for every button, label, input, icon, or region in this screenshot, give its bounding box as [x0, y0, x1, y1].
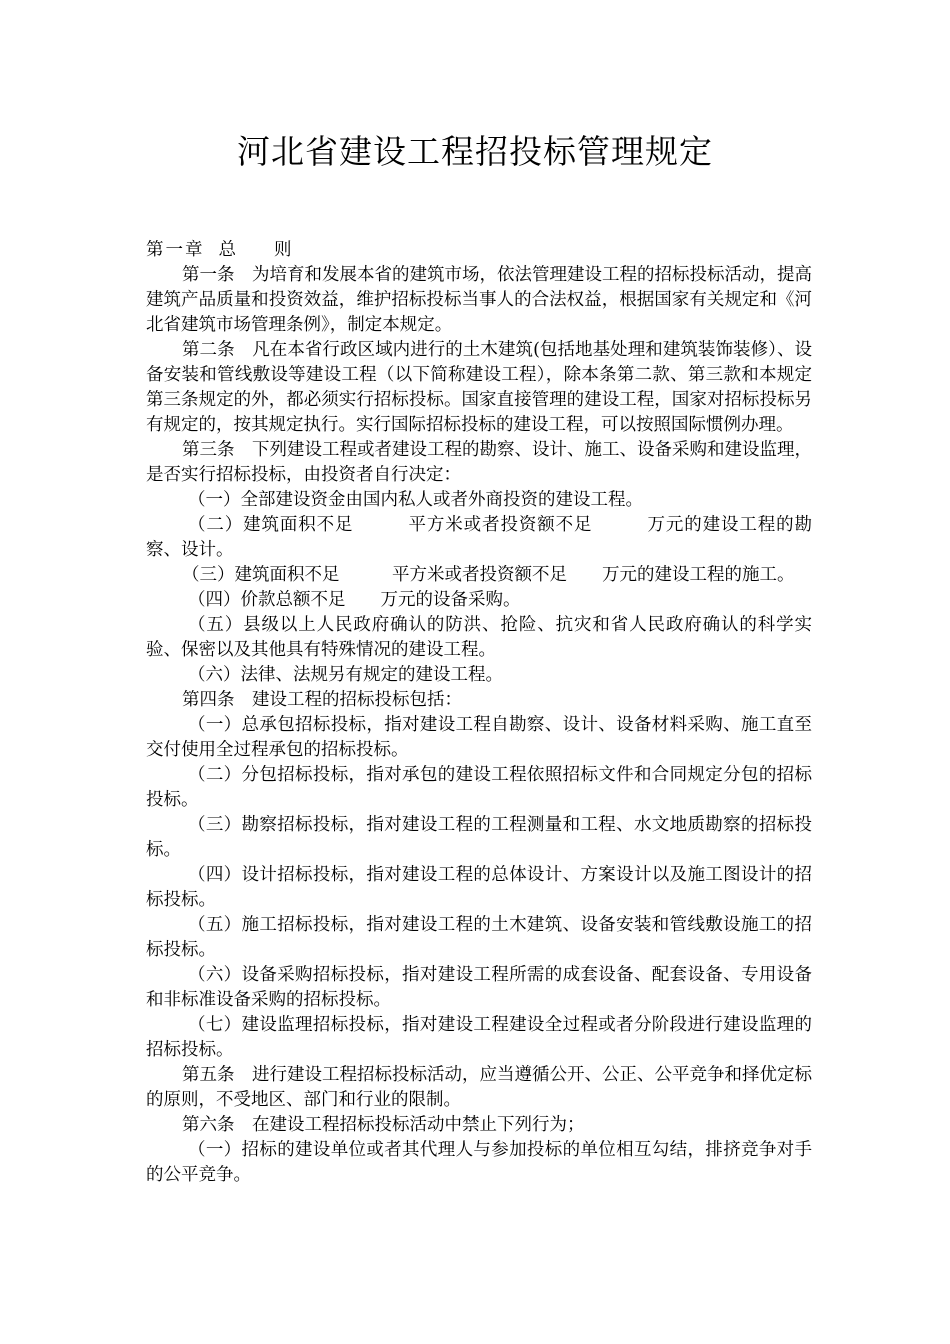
paragraph: （二）建筑面积不足 平方米或者投资额不足 万元的建设工程的勘察、设计。 — [146, 515, 812, 560]
paragraph: （一）总承包招标投标，指对建设工程自勘察、设计、设备材料采购、施工直至交付使用全过程承包的招标投标。 — [146, 715, 812, 760]
paragraph: （五）施工招标投标，指对建设工程的土木建筑、设备安装和管线敷设施工的招标投标。 — [146, 915, 812, 960]
paragraph: 第一条 为培育和发展本省的建筑市场，依法管理建设工程的招标投标活动，提高建筑产品质量和投资效益，维护招标投标当事人的合法权益，根据国家有关规定和《河北省建筑市场管理条例》，制定本规定。 — [146, 265, 812, 335]
paragraph: （五）县级以上人民政府确认的防洪、抢险、抗灾和省人民政府确认的科学实验、保密以及其他具有特殊情况的建设工程。 — [146, 615, 812, 660]
paragraph: 第三条 下列建设工程或者建设工程的勘察、设计、施工、设备采购和建设监理，是否实行招标投标，由投资者自行决定： — [146, 440, 812, 485]
paragraph: （三）勘察招标投标，指对建设工程的工程测量和工程、水文地质勘察的招标投标。 — [146, 815, 812, 860]
paragraph: 第五条 进行建设工程招标投标活动，应当遵循公开、公正、公平竞争和择优定标的原则，不受地区、部门和行业的限制。 — [146, 1065, 812, 1110]
paragraph: （七）建设监理招标投标，指对建设工程建设全过程或者分阶段进行建设监理的招标投标。 — [146, 1015, 812, 1060]
paragraph: （三）建筑面积不足 平方米或者投资额不足 万元的建设工程的施工。 — [182, 565, 795, 585]
paragraph: 第四条 建设工程的招标投标包括： — [182, 690, 462, 710]
paragraph: （一）全部建设资金由国内私人或者外商投资的建设工程。 — [188, 490, 643, 510]
paragraph: （六）设备采购招标投标，指对建设工程所需的成套设备、配套设备、专用设备和非标准设备采购的招标投标。 — [146, 965, 812, 1010]
document-body — [146, 238, 812, 1188]
paragraph: 第六条 在建设工程招标投标活动中禁止下列行为； — [182, 1115, 585, 1135]
paragraph-list — [146, 263, 812, 1188]
paragraph: （六）法律、法规另有规定的建设工程。 — [188, 665, 503, 685]
chapter-heading — [146, 238, 812, 263]
paragraph: （一）招标的建设单位或者其代理人与参加投标的单位相互勾结，排挤竞争对手的公平竞争。 — [146, 1140, 812, 1185]
chapter-name-part2: 则 — [274, 240, 294, 260]
paragraph: （四）设计招标投标，指对建设工程的总体设计、方案设计以及施工图设计的招标投标。 — [146, 865, 812, 910]
paragraph: 第二条 凡在本省行政区域内进行的土木建筑(包括地基处理和建筑装饰装修）、设备安装和管线敷设等建设工程（以下简称建设工程），除本条第二款、第三款和本规定第三条规定的外，都必须实行招标投标。国家直接管理的建设工程，国家对招标投标另有规定的，按其规定执行。实行国际招标投标的建设工程，可以按照国际惯例办理。 — [146, 340, 812, 435]
document-title: 河北省建设工程招投标管理规定 — [237, 132, 713, 171]
chapter-name-part1: 总 — [218, 240, 238, 260]
paragraph: （四）价款总额不足 万元的设备采购。 — [188, 590, 521, 610]
paragraph: （二）分包招标投标，指对承包的建设工程依照招标文件和合同规定分包的招标投标。 — [146, 765, 812, 810]
chapter-number: 第一章 — [146, 240, 205, 260]
